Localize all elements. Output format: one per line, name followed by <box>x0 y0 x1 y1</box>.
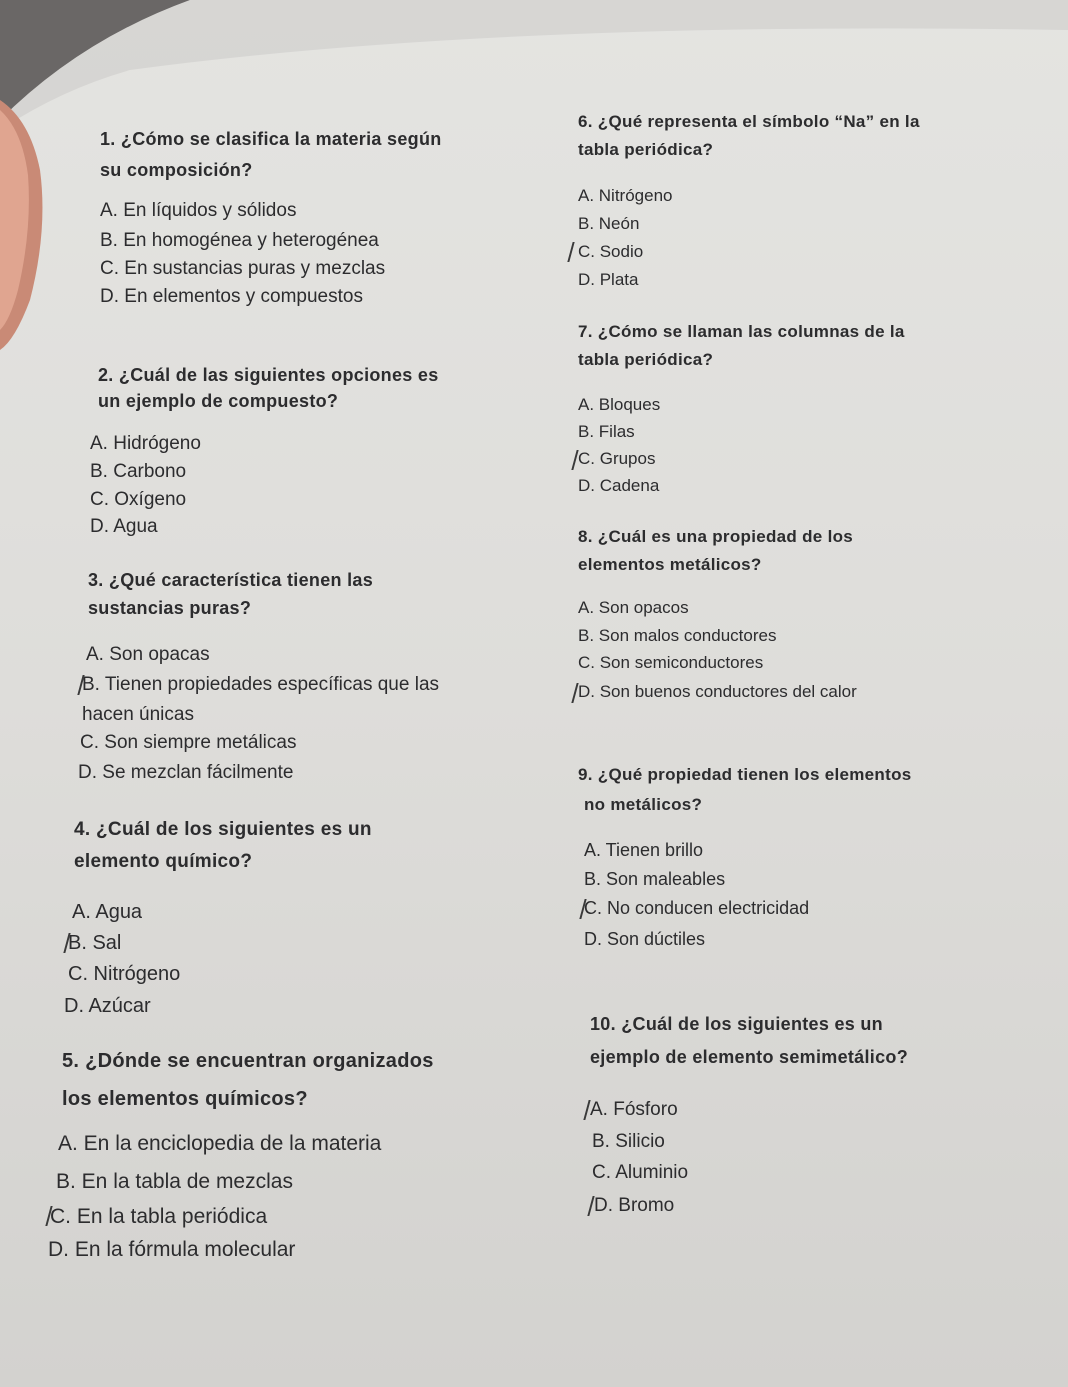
question-9-line2: no metálicos? <box>584 795 703 814</box>
question-1 <box>100 124 442 186</box>
q7-option-b: B. Filas <box>578 422 635 441</box>
q4-option-d: D. Azúcar <box>64 995 151 1017</box>
q9-option-b: B. Son maleables <box>584 869 726 889</box>
q1-option-c: C. En sustancias puras y mezclas <box>100 258 386 279</box>
question-2-line2: un ejemplo de compuesto? <box>98 391 339 411</box>
question-2-line1: 2. ¿Cuál de las siguientes opciones es <box>98 365 439 385</box>
question-4-line1: 4. ¿Cuál de los siguientes es un <box>74 819 372 840</box>
q5-option-c: C. En la tabla periódica <box>50 1205 268 1228</box>
q3-option-b: B. Tienen propiedades específicas que las <box>82 674 440 695</box>
question-9-line1: 9. ¿Qué propiedad tienen los elementos <box>578 765 912 784</box>
q5-option-a: A. En la enciclopedia de la materia <box>58 1132 382 1155</box>
q3-option-a: A. Son opacas <box>86 644 210 665</box>
q6-option-a: A. Nitrógeno <box>578 186 673 205</box>
question-1-line2: su composición? <box>100 160 253 180</box>
question-3-line2: sustancias puras? <box>88 598 252 618</box>
q8-option-d: D. Son buenos conductores del calor <box>578 682 857 701</box>
q2-option-c: C. Oxígeno <box>90 489 187 510</box>
q9-option-c: C. No conducen electricidad <box>584 898 810 918</box>
q6-option-b: B. Neón <box>578 214 640 233</box>
q10-option-c: C. Aluminio <box>592 1162 689 1183</box>
question-1-line1: 1. ¿Cómo se clasifica la materia según <box>100 129 442 149</box>
q6-option-c: C. Sodio <box>578 242 644 261</box>
q7-option-d: D. Cadena <box>578 476 660 495</box>
question-4 <box>74 814 372 878</box>
q3-option-c: C. Son siempre metálicas <box>80 732 297 753</box>
q1-option-d: D. En elementos y compuestos <box>100 286 363 307</box>
question-3 <box>88 566 373 622</box>
question-5 <box>62 1042 434 1118</box>
question-10-line1: 10. ¿Cuál de los siguientes es un <box>590 1014 883 1034</box>
q10-option-d: D. Bromo <box>594 1195 675 1216</box>
question-6-line1: 6. ¿Qué representa el símbolo “Na” en la <box>578 112 920 131</box>
question-5-line2: los elementos químicos? <box>62 1088 308 1110</box>
q7-option-a: A. Bloques <box>578 395 661 414</box>
question-10-line2: ejemplo de elemento semimetálico? <box>590 1047 909 1067</box>
question-9 <box>578 760 912 820</box>
q4-option-c: C. Nitrógeno <box>68 963 181 985</box>
q3-option-b-cont: hacen únicas <box>82 704 194 725</box>
q2-option-b: B. Carbono <box>90 461 187 482</box>
question-3-line1: 3. ¿Qué característica tienen las <box>88 570 374 590</box>
q2-option-a: A. Hidrógeno <box>90 433 201 454</box>
question-8-line2: elementos metálicos? <box>578 555 762 574</box>
q9-option-d: D. Son dúctiles <box>584 929 706 949</box>
question-4-line2: elemento químico? <box>74 851 253 872</box>
question-8-line1: 8. ¿Cuál es una propiedad de los <box>578 527 854 546</box>
q3-option-d: D. Se mezclan fácilmente <box>78 762 294 783</box>
question-6-line2: tabla periódica? <box>578 140 714 159</box>
question-7-line1: 7. ¿Cómo se llaman las columnas de la <box>578 322 905 341</box>
q8-option-c: C. Son semiconductores <box>578 653 764 672</box>
q2-option-d: D. Agua <box>90 516 158 537</box>
q10-option-b: B. Silicio <box>592 1131 665 1152</box>
q5-option-b: B. En la tabla de mezclas <box>56 1170 293 1193</box>
q5-option-d: D. En la fórmula molecular <box>48 1238 296 1261</box>
question-10 <box>590 1008 908 1074</box>
q8-option-b: B. Son malos conductores <box>578 626 777 645</box>
q10-option-a: A. Fósforo <box>590 1099 678 1120</box>
question-5-line1: 5. ¿Dónde se encuentran organizados <box>62 1050 434 1072</box>
question-7 <box>578 318 905 374</box>
question-7-line2: tabla periódica? <box>578 350 714 369</box>
q7-option-c: C. Grupos <box>578 449 656 468</box>
q1-option-a: A. En líquidos y sólidos <box>100 200 297 221</box>
q9-option-a: A. Tienen brillo <box>584 840 704 860</box>
q4-option-a: A. Agua <box>72 901 143 923</box>
question-6 <box>578 108 920 164</box>
question-8 <box>578 523 853 579</box>
question-2 <box>98 362 439 414</box>
q6-option-d: D. Plata <box>578 270 639 289</box>
q4-option-b: B. Sal <box>68 932 122 954</box>
q1-option-b: B. En homogénea y heterogénea <box>100 230 379 251</box>
q8-option-a: A. Son opacos <box>578 598 689 617</box>
